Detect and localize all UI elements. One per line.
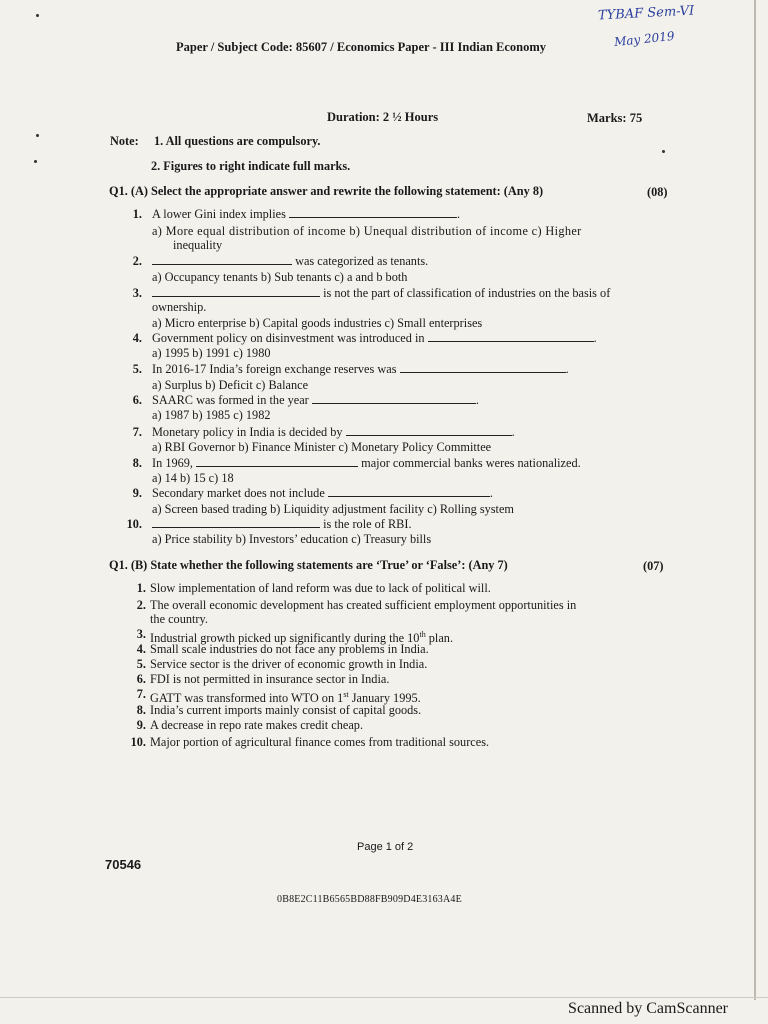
item-question-end: is the role of RBI. [320,517,412,531]
item-question-end: was categorized as tenants. [292,254,429,268]
duration: Duration: 2 ½ Hours [327,110,439,124]
item-options: a) Micro enterprise b) Capital goods industries c) Small enterprises [152,316,483,330]
statement-tail: plan. [425,631,454,646]
statement-continuation: the country. [150,612,208,626]
item-question: SAARC was formed in the year [152,393,312,407]
item-text [152,254,428,269]
item-question: In 1969, [152,456,197,470]
statement-text: A decrease in repo rate makes credit cheap. [150,718,364,732]
scanner-watermark: Scanned by CamScanner [568,1000,728,1017]
item-question-end: . [456,207,461,221]
answer-blank [428,331,594,342]
answer-blank [152,517,320,528]
item-statement [150,598,576,613]
item-statement [150,657,427,672]
paper-code: 70546 [105,857,142,872]
document-hash: 0B8E2C11B6565BD88FB909D4E3163A4E [277,894,462,905]
item-question-end: . [511,425,515,439]
item-question: Secondary market does not include [152,486,328,500]
q1a-heading: Q1. (A) Select the appropriate answer and rewrite the following statement: (Any 8) [109,184,544,198]
answer-blank [400,362,566,373]
answer-blank [328,486,490,497]
item-number: 8. [136,703,146,717]
item-question-cont: ownership. [152,300,207,314]
total-marks: Marks: 75 [587,111,643,125]
note-item: 2. Figures to right indicate full marks. [151,159,351,173]
item-number: 4. [136,642,146,656]
statement-text: Slow implementation of land reform was due to lack of political will. [150,581,491,595]
item-question: In 2016-17 India’s foreign exchange reserves was [152,362,400,376]
item-text [152,286,610,301]
margin-mark [34,160,37,163]
item-number: 9. [132,486,142,500]
answer-blank [289,207,457,218]
item-text [152,362,569,377]
item-number: 1. [132,207,142,221]
handwritten-note-line1: TYBAF Sem-VI [597,3,695,24]
statement-text: FDI is not permitted in insurance sector in India. [150,672,390,686]
item-statement [150,718,363,733]
item-options: a) Occupancy tenants b) Sub tenants c) a and b both [152,270,408,284]
item-number: 2. [132,254,142,268]
margin-mark [662,150,665,153]
item-number: 8. [132,456,142,470]
item-question-end: . [593,331,597,345]
statement-text: India’s current imports mainly consist of capital goods. [150,703,422,717]
item-number: 6. [136,672,146,686]
item-options: a) Price stability b) Investors’ education c) Treasury bills [152,532,432,546]
item-options: a) More equal distribution of income b) Unequal distribution of income c) Higher [152,224,582,238]
answer-blank [152,286,320,297]
item-question-end: major commercial banks weres nationalized. [358,456,581,470]
item-number: 1. [136,581,146,595]
item-number: 7. [136,687,146,701]
answer-blank [312,393,476,404]
item-question-end: is not the part of classification of industries on the basis of [320,286,611,300]
margin-mark [36,14,39,17]
item-number: 10. [126,517,142,531]
item-text [152,207,460,222]
item-options: a) 1987 b) 1985 c) 1982 [152,408,271,422]
item-number: 9. [136,718,146,732]
item-text [152,486,493,501]
page-number: Page 1 of 2 [357,841,414,853]
note-item: 1. All questions are compulsory. [154,134,321,148]
statement-text: Service sector is the driver of economic growth in India. [150,657,428,671]
item-number: 5. [136,657,146,671]
item-statement [150,735,489,750]
answer-blank [346,425,512,436]
item-text [152,517,412,532]
statement-tail: January 1995. [348,691,421,706]
item-statement [150,642,429,657]
item-number: 7. [132,425,142,439]
item-number: 2. [136,598,146,612]
paper-title: Paper / Subject Code: 85607 / Economics Paper - III Indian Economy [176,40,547,54]
item-text [152,393,479,408]
item-options: a) Surplus b) Deficit c) Balance [152,378,309,392]
statement-text: GATT was transformed into WTO on 1 [150,691,344,706]
note-label: Note: [110,134,139,148]
q1b-marks: (07) [643,559,664,573]
statement-text: The overall economic development has created sufficient employment opportunities in [150,598,577,612]
item-number: 10. [130,735,146,749]
item-question: Government policy on disinvestment was introduced in [152,331,428,345]
item-question: A lower Gini index implies [152,207,289,221]
item-options: a) 14 b) 15 c) 18 [152,471,234,485]
ordinal-suffix: st [343,690,349,699]
item-number: 5. [132,362,142,376]
item-text [152,425,515,440]
ordinal-suffix: th [419,630,426,639]
page-edge-bottom [0,997,768,998]
item-statement [150,703,421,718]
item-question-end: . [565,362,569,376]
item-options: a) RBI Governor b) Finance Minister c) Monetary Policy Committee [152,440,492,454]
item-number: 4. [132,331,142,345]
page-edge [754,0,756,1000]
item-text [152,331,597,346]
item-number: 6. [132,393,142,407]
statement-text: Small scale industries do not face any problems in India. [150,642,429,656]
q1a-marks: (08) [647,185,668,199]
item-number: 3. [132,286,142,300]
answer-blank [196,456,358,467]
statement-text: Major portion of agricultural finance comes from traditional sources. [150,735,490,749]
item-number: 3. [136,627,146,641]
item-question: Monetary policy in India is decided by [152,425,346,439]
margin-mark [36,134,39,137]
item-options: a) 1995 b) 1991 c) 1980 [152,346,271,360]
handwritten-note-line2: May 2019 [613,28,676,50]
q1b-heading: Q1. (B) State whether the following statements are ‘True’ or ‘False’: (Any 7) [109,558,508,572]
statement-text: Industrial growth picked up significantly during the 10 [150,631,420,646]
item-statement [150,581,491,596]
item-question-end: . [489,486,493,500]
item-statement [150,672,389,687]
answer-blank [152,254,292,265]
item-options: a) Screen based trading b) Liquidity adjustment facility c) Rolling system [152,502,514,516]
item-text [152,456,581,471]
item-options-cont: inequality [173,238,223,252]
item-question-end: . [475,393,479,407]
